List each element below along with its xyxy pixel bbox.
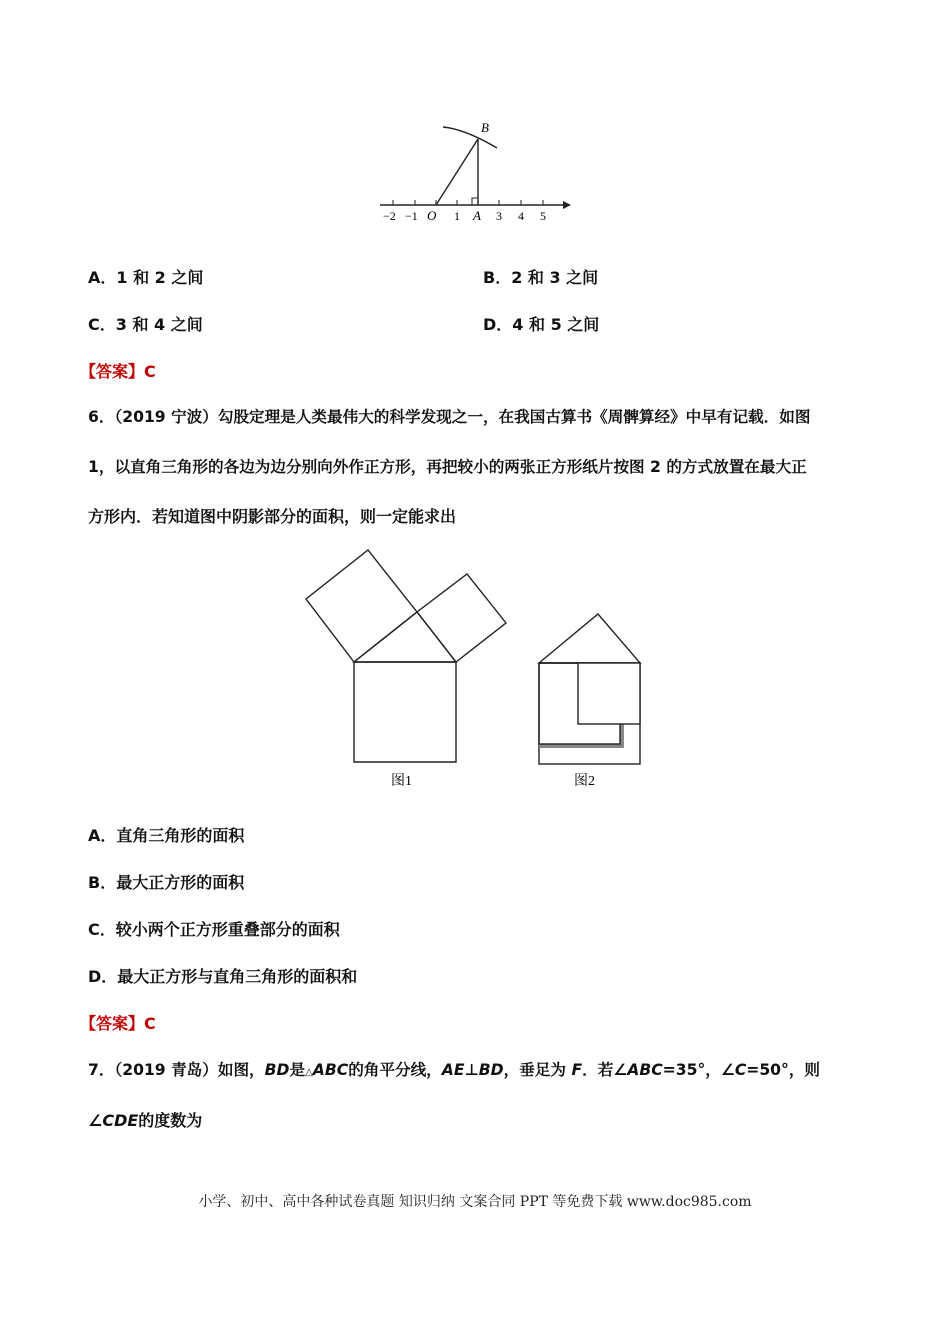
q6-option-c (88, 917, 340, 940)
page-footer: 小学、初中、高中各种试卷真题 知识归纳 文案合同 PPT 等免费下载 www.doc985.com (198, 1194, 752, 1210)
text: =35°，∠ (662, 1061, 735, 1079)
option-letter: A． (88, 826, 117, 845)
figure-1-label: 图1 (391, 774, 412, 789)
q5-option-a (88, 265, 203, 288)
option-text: 较小两个正方形重叠部分的面积 (115, 920, 340, 939)
label-b: B (481, 120, 489, 135)
left-square (306, 550, 417, 662)
option-letter: C． (88, 920, 116, 939)
figure-2-label: 图2 (574, 774, 595, 789)
tick-label: 1 (454, 209, 460, 223)
angle-symbol: ∠ (88, 1111, 103, 1130)
option-text: 最大正方形与直角三角形的面积和 (117, 967, 358, 986)
segment-bd: BD (478, 1061, 504, 1079)
right-square-overlay (578, 663, 640, 724)
large-square (354, 662, 456, 762)
text: ．若∠ (582, 1061, 628, 1079)
q5-option-d (483, 312, 599, 335)
q6-line-3: 方形内．若知道图中阴影部分的面积，则一定能求出 (88, 507, 457, 526)
option-text: 4 和 5 之间 (512, 315, 600, 334)
q5-answer: 【答案】C (80, 362, 156, 381)
perp-symbol: ⊥ (464, 1061, 479, 1079)
label-o: O (427, 208, 437, 223)
tick-label: 4 (518, 209, 524, 223)
angle-cde: CDE (102, 1111, 139, 1130)
option-text: 直角三角形的面积 (116, 826, 245, 845)
option-text: 3 和 4 之间 (115, 315, 203, 334)
q7-number: 7．（2019 青岛）如图， (88, 1061, 265, 1079)
angle-c: C (734, 1061, 747, 1079)
tick-label: 5 (540, 209, 546, 223)
text: 的角平分线， (348, 1061, 442, 1079)
q7-line-1 (88, 1058, 820, 1080)
q5-option-c (88, 312, 203, 335)
option-letter: C． (88, 315, 116, 334)
figure-2 (530, 610, 650, 795)
option-letter: B． (88, 873, 117, 892)
q6-option-a (88, 823, 244, 846)
q6-stem (88, 392, 878, 542)
q6-line-1: 6．（2019 宁波）勾股定理是人类最伟大的科学发现之一，在我国古算书《周髀算经》中早有记载．如图 (88, 408, 811, 426)
right-triangle (354, 612, 456, 662)
q5-option-b (483, 265, 598, 288)
triangle-symbol: △ (305, 1067, 313, 1078)
option-letter: A． (88, 268, 117, 287)
segment-ae: AE (441, 1061, 465, 1079)
figure-1 (300, 540, 520, 795)
text: 的度数为 (138, 1111, 203, 1130)
option-letter: D． (483, 315, 513, 334)
number-line-figure (375, 115, 575, 225)
q6-line-2: 1，以直角三角形的各边为边分别向外作正方形，再把较小的两张正方形纸片按图 2 的方式放置在最大正 (88, 458, 807, 476)
option-text: 1 和 2 之间 (116, 268, 204, 287)
right-square (417, 574, 506, 662)
q6-answer: 【答案】C (80, 1014, 156, 1033)
tick-label: −2 (383, 209, 396, 223)
text: ，垂足为 (503, 1061, 572, 1079)
axis-arrow (563, 201, 571, 209)
segment-bd: BD (264, 1061, 290, 1079)
tick-label: −1 (405, 209, 418, 223)
triangle-top (539, 614, 640, 663)
q6-option-b (88, 870, 244, 893)
text: =50°，则 (746, 1061, 821, 1079)
q6-option-d (88, 964, 357, 987)
point-f: F (571, 1061, 583, 1079)
triangle-abc: ABC (312, 1061, 349, 1079)
option-text: 最大正方形的面积 (116, 873, 245, 892)
right-angle-mark (472, 198, 478, 205)
option-text: 2 和 3 之间 (511, 268, 599, 287)
tick-label: 3 (496, 209, 502, 223)
text: 是 (289, 1061, 306, 1079)
option-letter: D． (88, 967, 118, 986)
q7-line-2 (88, 1108, 202, 1131)
label-a: A (473, 208, 481, 223)
angle-abc: ABC (627, 1061, 663, 1079)
option-letter: B． (483, 268, 512, 287)
segment-ob (436, 139, 478, 205)
